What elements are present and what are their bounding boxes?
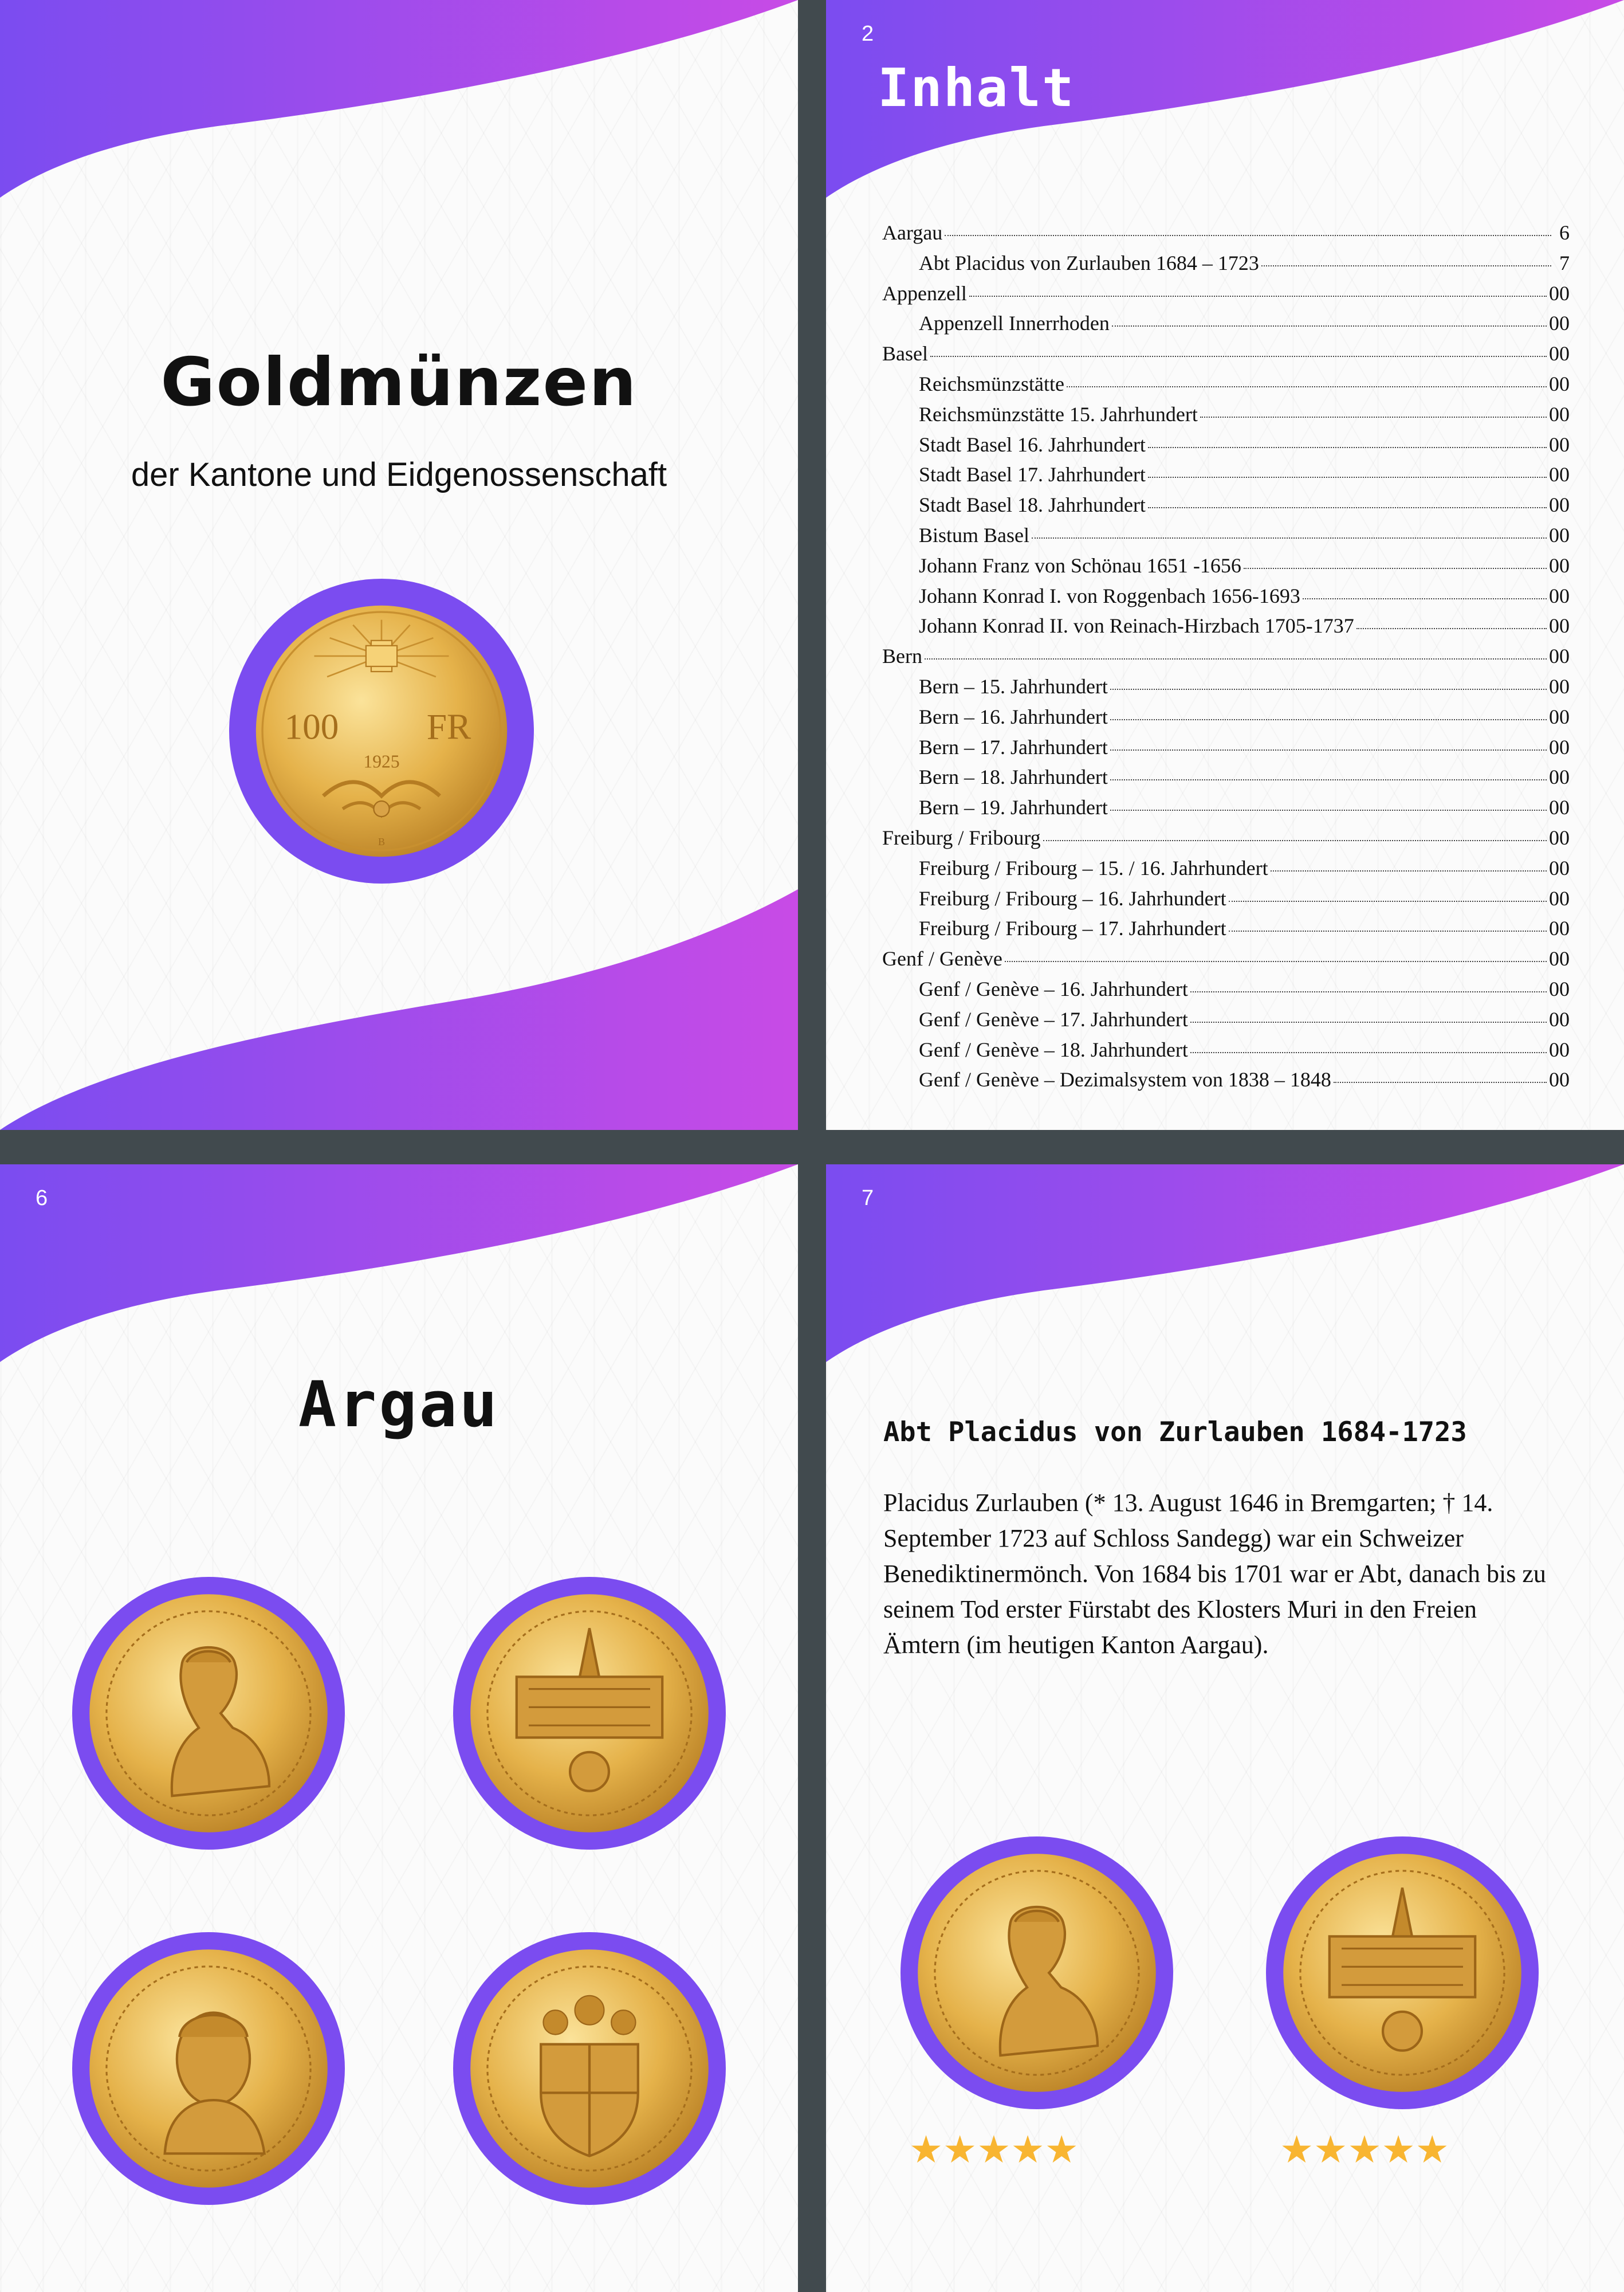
- monastery-coin-image: [468, 1592, 711, 1835]
- toc-entry[interactable]: [882, 251, 1570, 281]
- toc-entry-label: Bern – 15. Jahrhundert: [919, 674, 1108, 698]
- toc-entry-page: 00: [1549, 856, 1570, 880]
- toc-entry-page: 00: [1549, 826, 1570, 849]
- toc-leader-dots: [1303, 598, 1547, 599]
- contents-page: [826, 0, 1624, 1130]
- coin-frame: [453, 1932, 726, 2205]
- abbot-portrait-coin-image: [87, 1592, 330, 1835]
- abbot-portrait-coin-image: [87, 1947, 330, 2190]
- toc-leader-dots: [1110, 689, 1547, 690]
- toc-entry[interactable]: [882, 886, 1570, 917]
- toc-entry[interactable]: [882, 614, 1570, 644]
- toc-leader-dots: [1229, 931, 1547, 932]
- toc-entry-page: 00: [1549, 674, 1570, 698]
- vreneli-coin-image: [252, 602, 511, 861]
- toc-leader-dots: [1334, 1082, 1547, 1083]
- toc-entry-label: Freiburg / Fribourg – 16. Jahrhundert: [919, 886, 1226, 910]
- toc-entry-page: 00: [1549, 705, 1570, 728]
- toc-entry-label: Aargau: [882, 221, 943, 244]
- toc-entry-label: Freiburg / Fribourg – 17. Jahrhundert: [919, 917, 1226, 940]
- toc-entry-label: Freiburg / Fribourg: [882, 826, 1041, 849]
- toc-entry-page: 00: [1549, 796, 1570, 819]
- rating-stars: ★★★★★: [1280, 2129, 1449, 2171]
- coin-year: 1925: [363, 751, 400, 772]
- toc-entry[interactable]: [882, 705, 1570, 735]
- contents-title: Inhalt: [878, 57, 1075, 119]
- toc-entry[interactable]: [882, 1007, 1570, 1038]
- toc-leader-dots: [1271, 870, 1547, 872]
- toc-entry-page: 00: [1549, 372, 1570, 395]
- toc-leader-dots: [1005, 961, 1547, 962]
- toc-leader-dots: [1110, 810, 1547, 811]
- toc-entry-label: Genf / Genève – Dezimalsystem von 1838 – 1848: [919, 1068, 1331, 1092]
- section-title: Argau: [298, 1368, 500, 1441]
- toc-entry-page: 00: [1549, 735, 1570, 759]
- toc-entry-page: 00: [1549, 947, 1570, 971]
- cover-page: [0, 0, 798, 1130]
- coin-frame: [901, 1836, 1173, 2109]
- toc-entry-page: 00: [1549, 1038, 1570, 1061]
- toc-leader-dots: [930, 356, 1547, 357]
- toc-entry-label: Stadt Basel 16. Jahrhundert: [919, 433, 1146, 456]
- toc-entry-page: 00: [1549, 554, 1570, 577]
- toc-entry-label: Genf / Genève: [882, 947, 1002, 971]
- toc-entry[interactable]: [882, 554, 1570, 584]
- top-wave-banner: [0, 0, 798, 269]
- toc-entry-page: 00: [1549, 917, 1570, 940]
- toc-entry[interactable]: [882, 342, 1570, 372]
- toc-leader-dots: [969, 296, 1547, 297]
- table-of-contents: [882, 221, 1570, 1098]
- toc-entry-label: Genf / Genève – 18. Jahrhundert: [919, 1038, 1188, 1061]
- toc-leader-dots: [1356, 628, 1547, 629]
- toc-entry-page: 7: [1559, 251, 1570, 274]
- page-number: 6: [36, 1186, 48, 1210]
- toc-leader-dots: [1148, 447, 1547, 448]
- toc-entry-page: 6: [1559, 221, 1570, 244]
- toc-leader-dots: [1261, 265, 1551, 266]
- toc-entry-page: 00: [1549, 433, 1570, 456]
- cover-coin-frame: [229, 579, 534, 884]
- toc-entry[interactable]: [882, 402, 1570, 433]
- toc-entry-page: 00: [1549, 463, 1570, 486]
- toc-entry[interactable]: [882, 977, 1570, 1007]
- page-number: 7: [862, 1186, 874, 1210]
- toc-entry-label: Bistum Basel: [919, 523, 1030, 547]
- abbot-portrait-coin-image: [915, 1851, 1158, 2094]
- toc-entry-label: Bern – 19. Jahrhundert: [919, 796, 1108, 819]
- toc-entry-page: 00: [1549, 1068, 1570, 1092]
- toc-leader-dots: [925, 658, 1547, 660]
- toc-entry[interactable]: [882, 765, 1570, 795]
- toc-entry-page: 00: [1549, 584, 1570, 607]
- bottom-wave-banner: [0, 889, 798, 1130]
- toc-entry-label: Bern – 17. Jahrhundert: [919, 735, 1108, 759]
- toc-entry-page: 00: [1549, 281, 1570, 305]
- toc-leader-dots: [1229, 901, 1547, 902]
- toc-entry-page: 00: [1549, 645, 1570, 668]
- monastery-coin-image: [1281, 1851, 1524, 2094]
- cover-subtitle: der Kantone und Eidgenossenschaft: [131, 456, 667, 493]
- toc-leader-dots: [945, 235, 1551, 236]
- toc-leader-dots: [1244, 568, 1547, 569]
- toc-leader-dots: [1200, 417, 1547, 418]
- toc-leader-dots: [1190, 991, 1547, 992]
- toc-entry-label: Genf / Genève – 17. Jahrhundert: [919, 1007, 1188, 1031]
- toc-entry-label: Basel: [882, 342, 928, 366]
- toc-entry[interactable]: [882, 372, 1570, 402]
- toc-entry[interactable]: [882, 523, 1570, 554]
- toc-entry-label: Reichsmünzstätte: [919, 372, 1064, 395]
- toc-entry-page: 00: [1549, 523, 1570, 547]
- toc-leader-dots: [1032, 537, 1547, 539]
- toc-entry[interactable]: [882, 311, 1570, 342]
- coin-denomination: 100: [284, 707, 339, 747]
- toc-leader-dots: [1110, 719, 1547, 720]
- toc-entry-label: Stadt Basel 17. Jahrhundert: [919, 463, 1146, 486]
- top-wave-banner: [826, 1164, 1624, 1434]
- toc-entry-page: 00: [1549, 1007, 1570, 1031]
- coin-frame: [72, 1577, 345, 1850]
- toc-entry-page: 00: [1549, 493, 1570, 517]
- article-body: Placidus Zurlauben (* 13. August 1646 in Bremgarten; † 14. September 1723 auf Schloss Sandegg) war ein Schweizer Benediktinermönch. Von 1684 bis 1701 war er Abt, danach bis zu seinem Tod erster Fürstabt des Klosters Muri in den Freien Ämtern (im heutigen Kanton Aargau).: [883, 1489, 1546, 1659]
- section-page: [0, 1164, 798, 2292]
- article-page: [826, 1164, 1624, 2292]
- toc-entry-page: 00: [1549, 342, 1570, 366]
- toc-entry[interactable]: [882, 735, 1570, 766]
- toc-entry-label: Bern: [882, 645, 922, 668]
- toc-entry[interactable]: [882, 856, 1570, 886]
- toc-leader-dots: [1190, 1052, 1547, 1053]
- toc-entry-page: 00: [1549, 614, 1570, 638]
- toc-entry-page: 00: [1549, 312, 1570, 335]
- page-number: 2: [862, 22, 874, 46]
- toc-entry[interactable]: [882, 584, 1570, 614]
- toc-entry-page: 00: [1549, 402, 1570, 426]
- toc-entry-label: Bern – 18. Jahrhundert: [919, 766, 1108, 789]
- toc-entry-label: Bern – 16. Jahrhundert: [919, 705, 1108, 728]
- toc-entry-label: Reichsmünzstätte 15. Jahrhundert: [919, 402, 1198, 426]
- coin-frame: [72, 1932, 345, 2205]
- coat-of-arms-coin-image: [468, 1947, 711, 2190]
- toc-entry[interactable]: [882, 795, 1570, 826]
- toc-entry-label: Appenzell: [882, 281, 967, 305]
- toc-entry[interactable]: [882, 916, 1570, 947]
- toc-entry-page: 00: [1549, 766, 1570, 789]
- toc-entry[interactable]: [882, 1067, 1570, 1098]
- coin-frame: [453, 1577, 726, 1850]
- toc-leader-dots: [1112, 325, 1547, 327]
- toc-entry-label: Freiburg / Fribourg – 15. / 16. Jahrhundert: [919, 856, 1268, 880]
- toc-leader-dots: [1110, 749, 1547, 751]
- toc-leader-dots: [1148, 477, 1547, 478]
- toc-entry-label: Johann Konrad II. von Reinach-Hirzbach 1705-1737: [919, 614, 1354, 638]
- toc-leader-dots: [1190, 1022, 1547, 1023]
- toc-entry[interactable]: [882, 493, 1570, 523]
- coin-unit: FR: [426, 707, 471, 747]
- article-title: Abt Placidus von Zurlauben 1684-1723: [883, 1416, 1467, 1448]
- toc-entry-label: Abt Placidus von Zurlauben 1684 – 1723: [919, 251, 1259, 274]
- toc-leader-dots: [1067, 386, 1547, 387]
- toc-entry[interactable]: [882, 221, 1570, 251]
- toc-entry[interactable]: [882, 826, 1570, 856]
- toc-entry[interactable]: [882, 433, 1570, 463]
- toc-entry[interactable]: [882, 947, 1570, 977]
- toc-entry-label: Stadt Basel 18. Jahrhundert: [919, 493, 1146, 517]
- toc-entry-label: Appenzell Innerrhoden: [919, 312, 1110, 335]
- toc-entry[interactable]: [882, 281, 1570, 312]
- toc-entry[interactable]: [882, 1038, 1570, 1068]
- toc-leader-dots: [1148, 507, 1547, 508]
- toc-leader-dots: [1043, 840, 1547, 841]
- coin-frame: [1266, 1836, 1539, 2109]
- toc-entry-page: 00: [1549, 977, 1570, 1000]
- toc-entry-label: Genf / Genève – 16. Jahrhundert: [919, 977, 1188, 1000]
- toc-leader-dots: [1110, 779, 1547, 780]
- toc-entry[interactable]: [882, 644, 1570, 674]
- rating-stars: ★★★★★: [909, 2129, 1079, 2171]
- coin-mint-mark: B: [378, 835, 386, 847]
- toc-entry[interactable]: [882, 462, 1570, 493]
- toc-entry-label: Johann Franz von Schönau 1651 -1656: [919, 554, 1241, 577]
- toc-entry-page: 00: [1549, 886, 1570, 910]
- toc-entry[interactable]: [882, 674, 1570, 705]
- cover-title: Goldmünzen: [160, 344, 638, 421]
- toc-entry-label: Johann Konrad I. von Roggenbach 1656-1693: [919, 584, 1300, 607]
